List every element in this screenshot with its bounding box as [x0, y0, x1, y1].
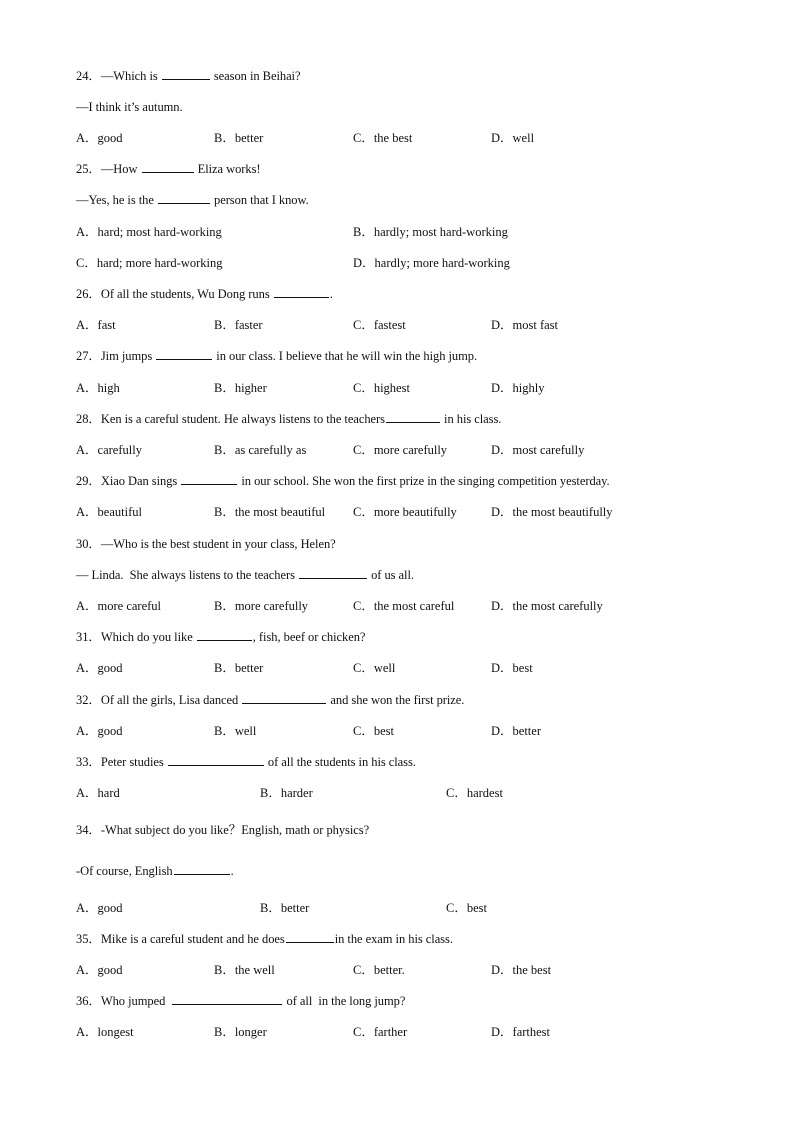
question-number: 28 — [76, 412, 89, 426]
question-text: Of all the girls, Lisa danced — [100, 693, 242, 707]
question-number: 32 — [76, 693, 89, 707]
question-text: —Yes, he is the — [76, 193, 157, 207]
answer-option[interactable]: A．more careful — [76, 599, 162, 613]
question-number: 31 — [76, 630, 89, 644]
answer-option[interactable]: A．carefully — [76, 443, 142, 457]
question-text: in our school. She won the first prize in the singing competition yesterday. — [238, 474, 610, 488]
answer-option[interactable]: B．better — [260, 901, 310, 915]
answer-option[interactable]: D．best — [491, 661, 533, 675]
answer-blank[interactable] — [274, 286, 329, 298]
answer-option[interactable]: B．the well — [214, 963, 275, 977]
answer-option[interactable]: C．farther — [353, 1025, 408, 1039]
question-stem: 34．-What subject do you like？English, math or physics? — [76, 823, 370, 837]
answer-option[interactable]: D．farthest — [491, 1025, 551, 1039]
answer-blank[interactable] — [197, 629, 252, 641]
question-text: —Which is — [100, 69, 161, 83]
answer-option[interactable]: C．better. — [353, 963, 405, 977]
answer-option[interactable]: C．hard; more hard-working — [76, 256, 223, 270]
question-number: 35 — [76, 932, 89, 946]
question-stem: 29．Xiao Dan sings in our school. She won the first prize in the singing competition yesterday. — [76, 474, 610, 488]
answer-option[interactable]: B．more carefully — [214, 599, 309, 613]
answer-option[interactable]: D．highly — [491, 381, 545, 395]
answer-blank[interactable] — [172, 993, 282, 1005]
answer-option[interactable]: B．longer — [214, 1025, 267, 1039]
answer-option[interactable]: C．best — [446, 901, 487, 915]
answer-option[interactable]: D．better — [491, 724, 541, 738]
question-stem: 32．Of all the girls, Lisa danced and she won the first prize. — [76, 693, 465, 707]
answer-option[interactable]: D．hardly; more hard-working — [353, 256, 510, 270]
question-text: . — [230, 864, 234, 878]
question-number: 33 — [76, 755, 89, 769]
answer-blank[interactable] — [162, 68, 210, 80]
question-text: —I think it’s autumn. — [76, 100, 183, 114]
answer-blank[interactable] — [158, 192, 210, 204]
answer-option[interactable]: D．the best — [491, 963, 552, 977]
question-number: 30 — [76, 537, 89, 551]
answer-option[interactable]: A．good — [76, 901, 123, 915]
question-number: 27 — [76, 349, 89, 363]
question-text: . — [329, 287, 333, 301]
question-text: -What subject do you like？English, math or physics? — [100, 823, 370, 837]
answer-option[interactable]: A．good — [76, 131, 123, 145]
question-number: 24 — [76, 69, 89, 83]
answer-blank[interactable] — [181, 473, 237, 485]
answer-blank[interactable] — [386, 411, 440, 423]
question-number: 26 — [76, 287, 89, 301]
question-text: Ken is a careful student. He always listens to the teachers — [100, 412, 385, 426]
question-followup — [76, 863, 234, 879]
question-followup — [76, 192, 309, 208]
answer-option[interactable]: A．fast — [76, 318, 116, 332]
question-stem: 27．Jim jumps in our class. I believe that he will win the high jump. — [76, 349, 478, 363]
question-text: in his class. — [440, 412, 502, 426]
answer-option[interactable]: C．hardest — [446, 786, 503, 800]
answer-option[interactable]: A．hard; most hard-working — [76, 225, 222, 239]
answer-option[interactable]: A．good — [76, 963, 123, 977]
answer-option[interactable]: B．as carefully as — [214, 443, 307, 457]
question-stem: 24．—Which is season in Beihai? — [76, 69, 301, 83]
question-text: season in Beihai? — [210, 69, 301, 83]
question-text: of all the students in his class. — [264, 755, 416, 769]
question-text: —Who is the best student in your class, Helen? — [100, 537, 336, 551]
question-stem: 28．Ken is a careful student. He always listens to the teachers in his class. — [76, 412, 502, 426]
question-text: Who jumped — [100, 994, 172, 1008]
question-text: and she won the first prize. — [327, 693, 465, 707]
answer-option[interactable]: B．higher — [214, 381, 267, 395]
question-text: Jim jumps — [100, 349, 156, 363]
answer-blank[interactable] — [142, 161, 194, 173]
answer-option[interactable]: A．high — [76, 381, 120, 395]
question-number: 34 — [76, 823, 89, 837]
question-text: , fish, beef or chicken? — [252, 630, 366, 644]
answer-blank[interactable] — [156, 348, 212, 360]
question-text: — Linda. She always listens to the teachers — [76, 568, 298, 582]
question-text: Eliza works! — [194, 162, 261, 176]
answer-option[interactable]: B．better — [214, 131, 264, 145]
answer-option[interactable]: A．beautiful — [76, 505, 142, 519]
question-stem: 31．Which do you like , fish, beef or chicken? — [76, 630, 366, 644]
answer-option[interactable]: B．faster — [214, 318, 263, 332]
answer-option[interactable]: C．the most careful — [353, 599, 455, 613]
answer-option[interactable]: B．the most beautiful — [214, 505, 326, 519]
answer-option[interactable]: B．hardly; most hard-working — [353, 225, 508, 239]
answer-option[interactable]: D．the most carefully — [491, 599, 603, 613]
question-text: —How — [100, 162, 141, 176]
answer-option[interactable]: C．fastest — [353, 318, 406, 332]
answer-blank[interactable] — [299, 567, 367, 579]
answer-option[interactable]: C．more carefully — [353, 443, 448, 457]
question-stem: 26．Of all the students, Wu Dong runs . — [76, 287, 333, 301]
answer-option[interactable]: C．best — [353, 724, 394, 738]
answer-option[interactable]: B．harder — [260, 786, 313, 800]
answer-option[interactable]: B．better — [214, 661, 264, 675]
question-stem: 30．—Who is the best student in your class, Helen? — [76, 537, 336, 551]
question-text: -Of course, English — [76, 864, 173, 878]
question-stem: 33．Peter studies of all the students in his class. — [76, 755, 416, 769]
question-text: Xiao Dan sings — [100, 474, 181, 488]
question-text: of all in the long jump? — [283, 994, 406, 1008]
question-stem: 25．—How Eliza works! — [76, 162, 261, 176]
question-followup — [76, 567, 414, 583]
question-text: Of all the students, Wu Dong runs — [100, 287, 273, 301]
answer-option[interactable]: D．most carefully — [491, 443, 585, 457]
answer-option[interactable]: B．well — [214, 724, 257, 738]
answer-option[interactable]: C．the best — [353, 131, 413, 145]
question-number: 29 — [76, 474, 89, 488]
question-number: 36 — [76, 994, 89, 1008]
question-text: Mike is a careful student and he does — [100, 932, 285, 946]
answer-option[interactable]: C．highest — [353, 381, 410, 395]
question-text: Which do you like — [100, 630, 196, 644]
question-stem: 36．Who jumped of all in the long jump? — [76, 994, 406, 1008]
answer-option[interactable]: A．good — [76, 661, 123, 675]
answer-option[interactable]: A．hard — [76, 786, 120, 800]
question-number: 25 — [76, 162, 89, 176]
answer-blank[interactable] — [174, 863, 230, 875]
question-text: of us all. — [368, 568, 414, 582]
answer-option[interactable]: D．well — [491, 131, 535, 145]
answer-option[interactable]: C．more beautifully — [353, 505, 457, 519]
answer-option[interactable]: A．longest — [76, 1025, 134, 1039]
answer-option[interactable]: A．good — [76, 724, 123, 738]
question-stem: 35．Mike is a careful student and he does in the exam in his class. — [76, 932, 453, 946]
question-text: Peter studies — [100, 755, 167, 769]
answer-option[interactable]: D．the most beautifully — [491, 505, 613, 519]
question-text: person that I know. — [210, 193, 309, 207]
answer-blank[interactable] — [168, 754, 264, 766]
answer-blank[interactable] — [242, 692, 326, 704]
question-followup — [76, 99, 183, 115]
question-text: in our class. I believe that he will win the high jump. — [213, 349, 478, 363]
answer-option[interactable]: D．most fast — [491, 318, 559, 332]
answer-option[interactable]: C．well — [353, 661, 396, 675]
question-text: in the exam in his class. — [334, 932, 453, 946]
answer-blank[interactable] — [286, 931, 334, 943]
